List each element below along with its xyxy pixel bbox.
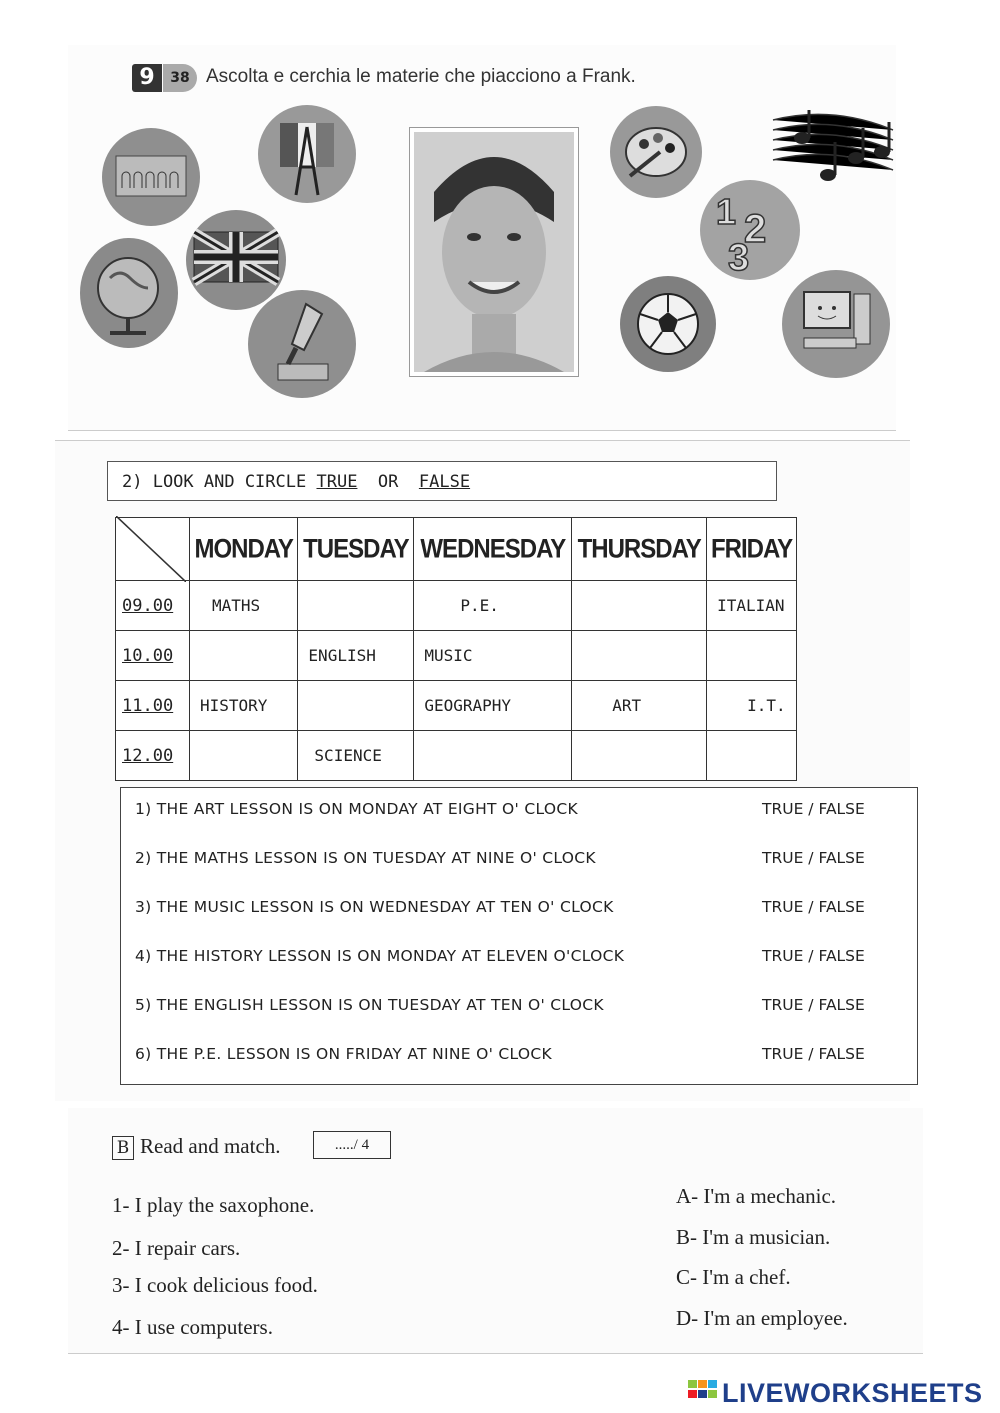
art-palette-icon[interactable] <box>610 106 702 198</box>
globe-icon[interactable] <box>80 238 178 348</box>
statements-box <box>120 787 918 1085</box>
day-header: THURSDAY <box>572 514 707 583</box>
match-instruction: Read and match. <box>140 1134 281 1158</box>
word-false: FALSE <box>418 472 471 492</box>
lesson-cell: GEOGRAPHY <box>414 681 572 731</box>
day-header: FRIDAY <box>707 514 797 583</box>
union-jack-drawing <box>186 210 286 310</box>
statement: 4) THE HISTORY LESSON IS ON MONDAY AT ELEVEN O'CLOCK <box>135 947 625 965</box>
lesson-cell <box>572 731 707 781</box>
timetable <box>115 517 797 781</box>
match-right-item[interactable]: C- I'm a chef. <box>676 1265 791 1289</box>
logo-square-green <box>688 1380 697 1388</box>
time-cell: 12.00 <box>116 731 190 781</box>
boy-portrait-drawing <box>414 132 574 372</box>
day-header: TUESDAY <box>298 514 414 583</box>
lesson-cell: MATHS <box>190 581 298 631</box>
exercise-label: B <box>112 1136 134 1160</box>
time-cell: 10.00 <box>116 631 190 681</box>
football-icon[interactable] <box>620 276 716 372</box>
history-icon[interactable] <box>102 128 200 226</box>
table-row <box>116 631 797 681</box>
statement: 6) THE P.E. LESSON IS ON FRIDAY AT NINE O' CLOCK <box>135 1045 552 1063</box>
computer-icon[interactable] <box>782 270 890 378</box>
lesson-cell: HISTORY <box>190 681 298 731</box>
true-false-choice[interactable]: TRUE / FALSE <box>762 947 865 965</box>
statement: 5) THE ENGLISH LESSON IS ON TUESDAY AT TEN O' CLOCK <box>135 996 604 1014</box>
match-left-item[interactable]: 1- I play the saxophone. <box>112 1193 315 1217</box>
true-false-choice[interactable]: TRUE / FALSE <box>762 996 865 1014</box>
logo-mark-icon <box>688 1380 718 1406</box>
match-right-item[interactable]: A- I'm a mechanic. <box>676 1184 837 1208</box>
lesson-cell <box>572 581 707 631</box>
statement: 1) THE ART LESSON IS ON MONDAY AT EIGHT O' CLOCK <box>135 800 578 818</box>
logo-square-navy <box>698 1390 707 1398</box>
day-header: WEDNESDAY <box>414 514 572 583</box>
match-left-item[interactable]: 4- I use computers. <box>112 1315 273 1339</box>
true-false-choice[interactable]: TRUE / FALSE <box>762 898 865 916</box>
brand-name: LIVEWORKSHEETS <box>722 1377 983 1408</box>
table-row <box>116 581 797 631</box>
france-flag-icon[interactable] <box>258 105 356 203</box>
lesson-cell <box>190 631 298 681</box>
music-notes-icon[interactable] <box>768 100 898 200</box>
table-row <box>116 681 797 731</box>
score-box: ...../ 4 <box>313 1131 391 1159</box>
lesson-cell <box>414 731 572 781</box>
liveworksheets-logo[interactable] <box>688 1378 983 1408</box>
eiffel-tower-drawing <box>258 105 356 203</box>
table-row <box>116 731 797 781</box>
palette-drawing <box>610 106 702 198</box>
logo-square-blue <box>708 1380 717 1388</box>
globe-drawing <box>80 238 178 348</box>
svg-text:1: 1 <box>716 191 737 232</box>
time-cell: 11.00 <box>116 681 190 731</box>
listening-instruction: Ascolta e cerchia le materie che piacciono a Frank. <box>206 66 636 87</box>
timetable-instruction <box>107 461 777 501</box>
corner-cell <box>116 514 190 583</box>
logo-square-orange <box>698 1380 707 1388</box>
day-header: MONDAY <box>190 514 298 583</box>
lesson-cell <box>298 681 414 731</box>
match-right-item[interactable]: D- I'm an employee. <box>676 1306 848 1330</box>
statement: 3) THE MUSIC LESSON IS ON WEDNESDAY AT TEN O' CLOCK <box>135 898 614 916</box>
uk-flag-icon[interactable] <box>186 210 286 310</box>
football-drawing <box>620 276 716 372</box>
lesson-cell: ITALIAN <box>707 581 797 631</box>
true-false-choice[interactable]: TRUE / FALSE <box>762 1045 865 1063</box>
music-notes-drawing <box>768 100 898 200</box>
lesson-cell: P.E. <box>414 581 572 631</box>
lesson-cell <box>298 581 414 631</box>
frank-photo <box>410 128 578 376</box>
timetable-header-row <box>116 518 797 581</box>
computer-drawing <box>782 270 890 378</box>
true-false-choice[interactable]: TRUE / FALSE <box>762 849 865 867</box>
match-right-item[interactable]: B- I'm a musician. <box>676 1225 831 1249</box>
statement: 2) THE MATHS LESSON IS ON TUESDAY AT NINE O' CLOCK <box>135 849 596 867</box>
numbers-icon[interactable] <box>700 180 800 280</box>
time-cell: 09.00 <box>116 581 190 631</box>
lesson-cell: ENGLISH <box>298 631 414 681</box>
word-or: OR <box>377 472 399 492</box>
lesson-cell: MUSIC <box>414 631 572 681</box>
match-left-item[interactable]: 3- I cook delicious food. <box>112 1273 318 1297</box>
microscope-drawing <box>248 290 356 398</box>
diagonal-line <box>116 515 186 581</box>
microscope-icon[interactable] <box>248 290 356 398</box>
lesson-cell <box>707 731 797 781</box>
audio-track-number: 38 <box>163 64 197 92</box>
lesson-cell: SCIENCE <box>298 731 414 781</box>
colosseum-drawing <box>102 128 200 226</box>
lesson-cell <box>190 731 298 781</box>
lesson-cell <box>572 631 707 681</box>
lesson-cell: I.T. <box>707 681 797 731</box>
lesson-cell: ART <box>572 681 707 731</box>
svg-text:3: 3 <box>728 237 750 279</box>
word-true: TRUE <box>316 472 358 492</box>
match-left-item[interactable]: 2- I repair cars. <box>112 1236 241 1260</box>
exercise-number: 9 <box>132 64 162 92</box>
instruction-prefix: 2) LOOK AND CIRCLE <box>122 472 307 492</box>
svg-text:2: 2 <box>744 207 767 251</box>
logo-square-green-2 <box>708 1390 717 1398</box>
true-false-choice[interactable]: TRUE / FALSE <box>762 800 865 818</box>
logo-square-red <box>688 1390 697 1398</box>
numbers-123-drawing <box>700 180 800 280</box>
lesson-cell <box>707 631 797 681</box>
